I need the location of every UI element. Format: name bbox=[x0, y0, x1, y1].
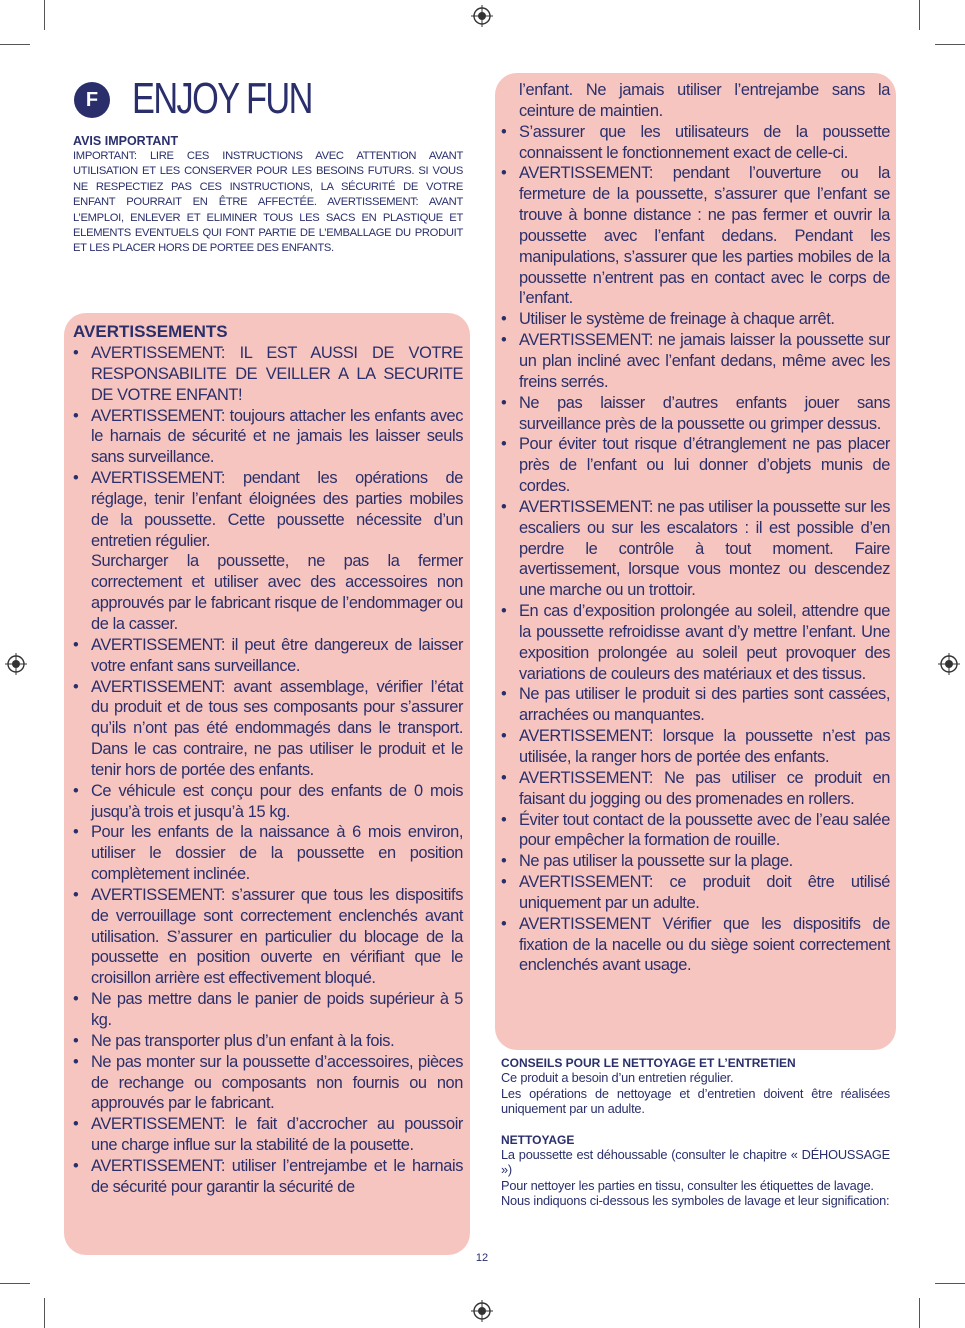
crop-mark bbox=[0, 1283, 30, 1284]
crop-mark bbox=[935, 44, 965, 45]
crop-mark bbox=[44, 1298, 45, 1328]
list-item: • AVERTISSEMENT: utiliser l’entrejambe et le harnais de sécurité pour garantir la sécurité de bbox=[73, 1156, 463, 1198]
list-item: • Éviter tout contact de la poussette avec de l’eau salée pour empêcher la formation de rouille. bbox=[501, 810, 890, 852]
crop-mark bbox=[0, 44, 30, 45]
list-item: • AVERTISSEMENT: ne jamais laisser la poussette sur un plan incliné avec l’enfant dedans, même avec les freins serrés. bbox=[501, 330, 890, 393]
crop-mark bbox=[44, 0, 45, 30]
list-item: • Ne pas utiliser le produit si des parties sont cassées, arrachées ou manquantes. bbox=[501, 684, 890, 726]
warnings-title: AVERTISSEMENTS bbox=[73, 322, 228, 341]
care-title: CONSEILS POUR LE NETTOYAGE ET L’ENTRETIEN bbox=[501, 1056, 796, 1070]
care-text: Ce produit a besoin d’un entretien régulier. bbox=[501, 1070, 734, 1085]
important-notice bbox=[73, 134, 463, 257]
list-item: • AVERTISSEMENT: avant assemblage, vérifier l’état du produit et de tous ses composants pour s’assurer qu’ils n’ont pas été endommagés dans le transport. Dans le cas contraire, ne pas utiliser le produit et le tenir hors de portée des enfants. bbox=[73, 677, 463, 781]
list-item: • AVERTISSEMENT: IL EST AUSSI DE VOTRE RESPONSABILITE DE VEILLER A LA SECURITE DE VOTRE ENFANT! bbox=[73, 343, 463, 406]
list-item: • AVERTISSEMENT: s’assurer que tous les dispositifs de verrouillage sont correctement enclenchés avant utilisation. S’assurer en particulier du blocage de la poussette en position ouverte en vérifiant que le croisillon arrière est effectivement bloqué. bbox=[73, 885, 463, 989]
list-item: • AVERTISSEMENT: le fait d’accrocher au poussoir une charge influe sur la stabilité de la pousette. bbox=[73, 1114, 463, 1156]
crop-mark bbox=[919, 0, 920, 30]
list-item: • AVERTISSEMENT Vérifier que les dispositifs de fixation de la nacelle ou du siège soient correctement enclenchés avant usage. bbox=[501, 914, 890, 977]
warnings-list-right-wrapper bbox=[501, 80, 890, 976]
language-badge: F bbox=[74, 82, 110, 118]
list-item: • Ne pas utiliser la poussette sur la plage. bbox=[501, 851, 890, 872]
list-item: • Ne pas laisser d’autres enfants jouer sans surveillance près de la poussette ou grimper dessus. bbox=[501, 393, 890, 435]
list-item: • AVERTISSEMENT: lorsque la poussette n’est pas utilisée, la ranger hors de portée des enfants. bbox=[501, 726, 890, 768]
registration-mark-icon bbox=[471, 5, 493, 27]
list-item: • AVERTISSEMENT: pendant l’ouverture ou la fermeture de la poussette, s’assurer que l’enfant se trouve à bonne distance : ne pas fermer et ouvrir la poussette avec l’enfant dedans. Pendant les manipulations, s’assurer que les parties mobiles de la poussette n’entrent pas en contact avec le corps de l’enfant. bbox=[501, 163, 890, 309]
warnings-list-right bbox=[501, 122, 890, 977]
cleaning-title: NETTOYAGE bbox=[501, 1132, 575, 1147]
cleaning-text: Nous indiquons ci-dessous les symboles de lavage et leur signification: bbox=[501, 1193, 890, 1208]
list-item: • Pour éviter tout risque d’étranglement ne pas placer près de l’enfant ou lui donner d’objets munis de cordes. bbox=[501, 434, 890, 497]
product-title: ENJOY FUN bbox=[132, 74, 312, 123]
list-item: • Utiliser le système de freinage à chaque arrêt. bbox=[501, 309, 890, 330]
list-item: • En cas d’exposition prolongée au soleil, attendre que la poussette refroidisse avant d’y mettre l’enfant. Une exposition prolongée au soleil peut provoquer des variations de couleurs des matériaux et des tissus. bbox=[501, 601, 890, 684]
list-item: • AVERTISSEMENT: toujours attacher les enfants avec le harnais de sécurité et ne jamais les laisser seuls sans surveillance. bbox=[73, 406, 463, 469]
list-item: • Pour les enfants de la naissance à 6 mois environ, utiliser le dossier de la poussette en position complètement inclinée. bbox=[73, 822, 463, 885]
list-item: • Ne pas monter sur la poussette d’accessoires, pièces de rechange ou composants non fournis ou non approuvés par le fabricant. bbox=[73, 1052, 463, 1115]
registration-mark-icon bbox=[5, 653, 27, 675]
warning-continuation: l’enfant. Ne jamais utiliser l’entrejambe sans la ceinture de maintien. bbox=[519, 81, 890, 120]
list-item: • S’assurer que les utilisateurs de la poussette connaissent le fonctionnement exact de celle-ci. bbox=[501, 122, 890, 164]
list-item: • AVERTISSEMENT: ce produit doit être utilisé uniquement par un adulte. bbox=[501, 872, 890, 914]
registration-mark-icon bbox=[938, 653, 960, 675]
cleaning-text: Pour nettoyer les parties en tissu, consulter les étiquettes de lavage. bbox=[501, 1177, 874, 1193]
important-notice-text: IMPORTANT: LIRE CES INSTRUCTIONS AVEC ATTENTION AVANT UTILISATION ET LES CONSERVER POUR LES BESOINS FUTURS. SI VOUS NE RESPECTIEZ PAS CES INSTRUCTIONS, LA SÉCURITÉ DE VOTRE ENFANT POURRAIT EN ÊTRE AFFECTÉE. AVERTISSEMENT: AVANT L’EMPLOI, ENLEVER ET ELIMINER TOUS LES SACS EN PLASTIQUE ET ELEMENTS EVENTUELS QUI FONT PARTIE DE L’EMBALLAGE DU PRODUIT ET LES PLACER HORS DE PORTEE DES ENFANTS. bbox=[73, 150, 463, 255]
care-section bbox=[501, 1056, 890, 1209]
care-text: Les opérations de nettoyage et d’entretien doivent être réalisées uniquement par un adulte. bbox=[501, 1085, 890, 1116]
warnings-list-left bbox=[73, 343, 463, 1198]
list-item: • Ce véhicule est conçu pour des enfants de 0 mois jusqu’à trois et jusqu’à 15 kg. bbox=[73, 781, 463, 823]
list-item: • AVERTISSEMENT: Ne pas utiliser ce produit en faisant du jogging ou des promenades en rollers. bbox=[501, 768, 890, 810]
list-item: • AVERTISSEMENT: il peut être dangereux de laisser votre enfant sans surveillance. bbox=[73, 635, 463, 677]
crop-mark bbox=[935, 1283, 965, 1284]
crop-mark bbox=[919, 1298, 920, 1328]
cleaning-text: La poussette est déhoussable (consulter le chapitre « DÉHOUSSAGE ») bbox=[501, 1146, 890, 1177]
important-notice-title: AVIS IMPORTANT bbox=[73, 134, 179, 148]
list-item: • Ne pas transporter plus d’un enfant à la fois. bbox=[73, 1031, 463, 1052]
list-item: • AVERTISSEMENT: pendant les opérations de réglage, tenir l’enfant éloignées des parties mobiles de la poussette. Cette poussette nécessite d’un entretien régulier. Surcharger la poussette, ne pas la fermer correctement et utiliser avec des accessoires non approuvés par le fabricant risque de l’endommager ou de la casser. bbox=[73, 468, 463, 635]
list-item: • AVERTISSEMENT: ne pas utiliser la poussette sur les escaliers ou sur les escalators : il est possible d’en perdre le contrôle à tout moment. Faire avertissement, lorsque vous montez ou descendez une marche ou un trottoir. bbox=[501, 497, 890, 601]
list-item: • Ne pas mettre dans le panier de poids supérieur à 5 kg. bbox=[73, 989, 463, 1031]
registration-mark-icon bbox=[471, 1300, 493, 1322]
page-number: 12 bbox=[475, 1252, 489, 1264]
